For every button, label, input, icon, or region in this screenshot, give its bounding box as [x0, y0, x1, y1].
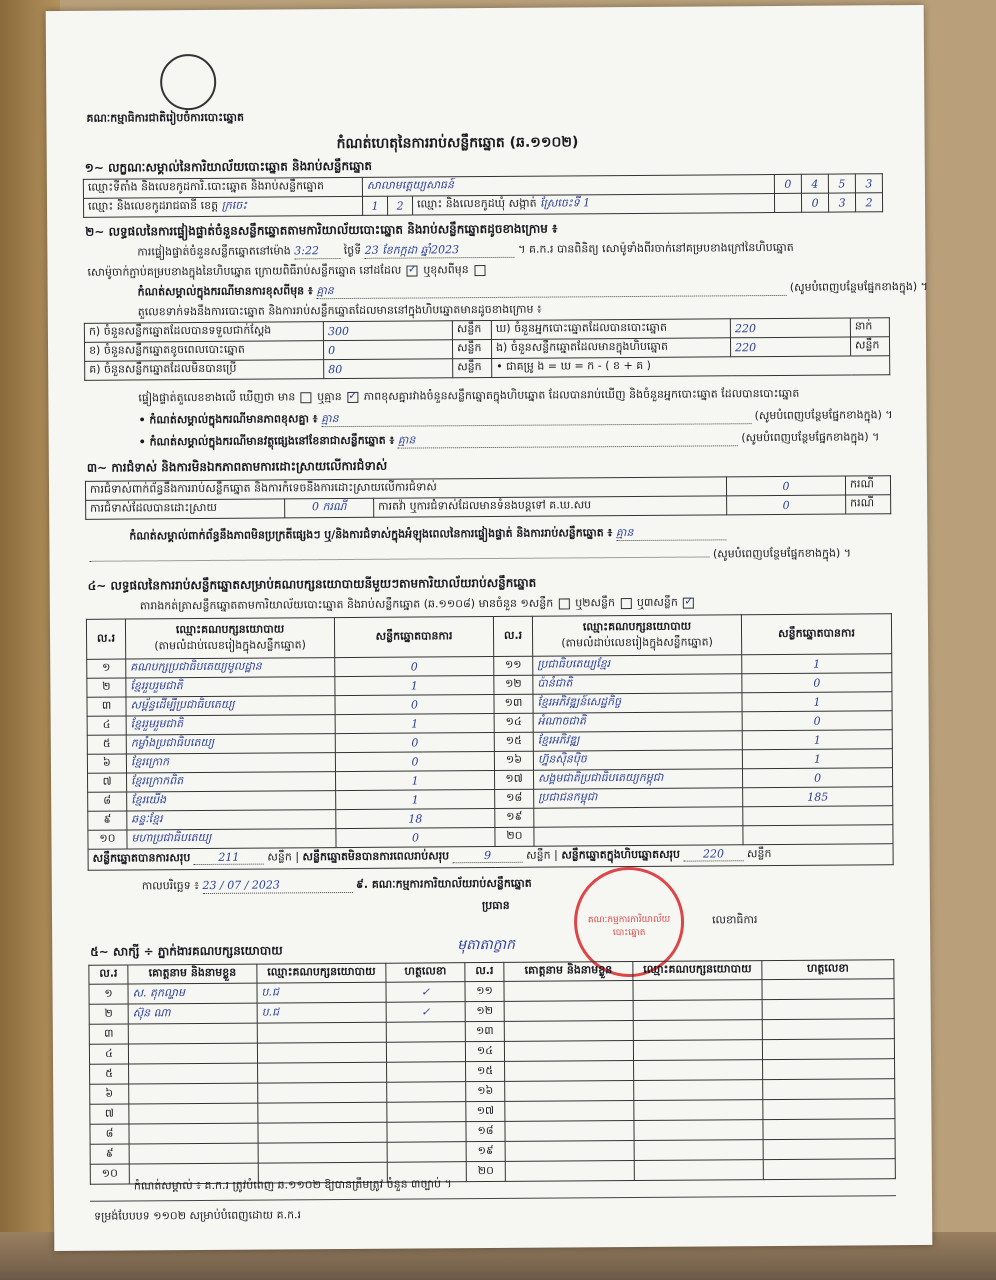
witness-no: ៩	[90, 1144, 129, 1164]
form-note: កំណត់សម្គាល់ ៖ គ.ក.រ ត្រូវបំពេញ ឆ.១១០២ ឱ្យបានត្រឹមត្រូវ ចំនួន ៣ច្បាប់ ។	[133, 1177, 452, 1193]
result-no: ២	[87, 678, 126, 697]
objection-resolved-unit: ករណី	[322, 499, 347, 514]
col-no-header: ល.រ	[86, 619, 125, 659]
result-no: ៧	[88, 773, 127, 792]
witness-party	[634, 1060, 763, 1081]
witness-name	[128, 1043, 257, 1064]
result-votes: 1	[742, 692, 892, 712]
station-code-digit: 5	[828, 174, 855, 193]
witness-party	[257, 1022, 386, 1043]
chair-name: មុតាតាក្ខាក	[457, 936, 516, 954]
unused-ballots-value: 80	[324, 359, 453, 379]
witness-no: ១៣	[465, 1021, 504, 1041]
witness-signature	[762, 1039, 894, 1060]
col-no-header: ល.រ	[493, 616, 532, 656]
witness-name	[504, 1041, 633, 1062]
invalid-total-unit: សន្លឹក	[526, 848, 551, 862]
verification-text-a: ការផ្ទៀងផ្ទាត់ចំនួនសន្លឹកឆ្នោតនៅម៉ោង	[137, 244, 291, 259]
witness-signature	[762, 979, 894, 1000]
spoiled-ballots-label: ខ) ចំនួនសន្លឹកឆ្នោតខូចពេលបោះឆ្នោត	[84, 341, 323, 362]
objection-counting-label: ការជំទាស់ពាក់ព័ន្ធនឹងការរាប់សន្លឹកឆ្នោត និងការកំទេចនីងការដោះស្រាយលើការជំទាស់	[85, 477, 726, 500]
witness-no: ១៤	[465, 1041, 504, 1061]
witness-party	[634, 1080, 763, 1101]
valid-total-value: 211	[194, 851, 264, 865]
result-party: ប្រជាជនកម្ពុជា	[534, 788, 743, 808]
discrepancy-no-checkbox[interactable]	[347, 391, 358, 402]
station-name-label: ឈ្មោះទីតាំង និងលេខកូដការិ.បោះឆ្នោត និងរាប់សន្លឹកឆ្នោត	[83, 177, 362, 198]
difference-note-label: • កំណត់សម្គាល់ក្នុងករណីមានភាពខុសគ្នា ៖	[138, 412, 318, 427]
witness-signature	[763, 1079, 895, 1100]
verification-line-2	[87, 262, 487, 280]
commune-code-spacer	[774, 193, 801, 212]
result-party: ឆន្ទៈខ្មែរ	[127, 810, 336, 830]
result-votes: 1	[742, 730, 892, 750]
witness-signature	[763, 1059, 895, 1080]
province-code-digit: 2	[387, 196, 412, 215]
witness-party: ប.ជ	[257, 1002, 386, 1023]
section-1-heading: ១~ លក្ខណៈសម្គាល់នៃការិយាល័យបោះឆ្នោត និងរាប់សន្លឹកឆ្នោត	[84, 158, 373, 175]
box-total-label: សន្លឹកឆ្នោតក្នុងហិបឆ្នោតសរុប	[561, 847, 681, 862]
spoiled-ballots-unit: សន្លឹក	[452, 339, 491, 358]
witness-name	[505, 1061, 634, 1082]
verification-time: 3:22	[294, 243, 340, 259]
seal-check-text: សោម៉ូចាក់ភ្ជាប់គម្របខាងក្នុងនៃហិបឆ្នោត ក្រោយពិធីរាប់សន្លឹកឆ្នោត នៅដដែល	[87, 263, 402, 279]
witness-no: ១២	[465, 1001, 504, 1021]
signing-date-value: 23 / 07 / 2023	[202, 877, 352, 894]
result-votes: 1	[742, 654, 892, 674]
witness-name	[504, 1001, 633, 1022]
col-party-subtitle: (តាមលំដាប់លេខរៀងក្នុងសន្លឹកឆ្នោត)	[154, 637, 306, 652]
witness-name	[129, 1123, 258, 1144]
committee-name: គណៈកម្មាធិការជាតិរៀបចំការបោះឆ្នោត	[86, 110, 245, 125]
seal-different-checkbox[interactable]	[474, 265, 485, 276]
result-no: ១៥	[494, 732, 533, 751]
witness-signature	[387, 1102, 466, 1123]
witness-name	[505, 1160, 634, 1181]
witness-party	[634, 1100, 763, 1121]
witness-party	[258, 1082, 387, 1103]
witness-no: ១៦	[466, 1081, 505, 1101]
objection-counting-value: 0	[726, 476, 845, 496]
witness-name	[128, 1023, 257, 1044]
result-votes: 1	[335, 675, 494, 695]
witness-party	[258, 1062, 387, 1083]
witness-name	[504, 1021, 633, 1042]
result-votes: 0	[742, 768, 892, 788]
witness-party	[633, 1040, 762, 1061]
result-no: ១៨	[495, 789, 534, 808]
verification-line-1	[137, 240, 793, 261]
witness-col-no: ល.រ	[89, 965, 128, 984]
witness-signature	[762, 999, 894, 1020]
result-no: ៣	[87, 697, 126, 716]
voters-label: ឃ) ចំនួនអ្នកបោះឆ្នោតដែលបានបោះឆ្នោត	[491, 319, 730, 340]
result-party: ខ្មែរក្រោក	[126, 753, 335, 773]
objections-table	[85, 475, 891, 520]
result-party: ហ្វ៊ុនស៊ិនប៉ិច	[533, 750, 742, 770]
seal-different-text: ឬខុសពីមុន	[423, 263, 469, 277]
witness-no: ១៧	[466, 1101, 505, 1121]
witness-no: ៧	[90, 1104, 129, 1124]
seal-note-hint: (សូមបំពេញបន្ថែមផ្នែកខាងក្នុង) ។	[789, 279, 928, 294]
three-sheet-checkbox[interactable]	[683, 597, 694, 608]
result-no: ៦	[87, 754, 126, 773]
commune-code-digit: 2	[855, 193, 882, 212]
col-votes-header: សន្លឹកឆ្នោតបានការ	[741, 614, 891, 655]
witness-no: ១៩	[466, 1141, 505, 1161]
result-votes: 0	[335, 656, 494, 676]
witness-col-name: គោត្តនាម និងនាមខ្លួន	[128, 964, 257, 984]
result-votes: 0	[335, 732, 494, 752]
province-code-digit: 1	[362, 196, 387, 215]
province-label	[83, 196, 362, 217]
counting-committee-label: ៩. គណៈកម្មការការិយាល័យរាប់សន្លឹកឆ្នោត	[355, 876, 532, 891]
witness-party: ប.ជ	[257, 982, 386, 1003]
witness-name	[505, 1081, 634, 1102]
result-no: ៩	[88, 811, 127, 830]
result-votes: 1	[742, 749, 892, 769]
national-emblem	[160, 54, 216, 110]
objection-note-line-2	[89, 545, 851, 565]
witness-name	[504, 981, 633, 1002]
discrepancy-text-c: ភាពខុសគ្នារវាងចំនួនសន្លឹកឆ្នោតក្នុងហិបឆ្នោត ដែលបានរាប់ឃើញ និងចំនួនអ្នកបោះឆ្នោត ដែលបានបោះឆ្នោត	[363, 386, 800, 403]
witness-col-party: ឈ្មោះគណបក្សនយោបាយ	[257, 963, 386, 983]
result-party: គណបក្សប្រជាធិបតេយ្យមូលដ្ឋាន	[126, 658, 335, 678]
result-no: ១៦	[494, 751, 533, 770]
witness-no: ២	[89, 1004, 128, 1024]
witness-party	[633, 1020, 762, 1041]
result-no: ១៣	[494, 694, 533, 713]
form-sheet	[46, 5, 933, 1251]
witness-name	[505, 1101, 634, 1122]
result-votes: 18	[336, 808, 495, 828]
seal-note-value: គ្មាន	[316, 280, 786, 299]
result-votes	[743, 806, 893, 826]
spoiled-ballots-value: 0	[323, 340, 452, 360]
result-no: ២០	[495, 827, 534, 846]
result-no: ៨	[88, 792, 127, 811]
witness-col-no: ល.រ	[465, 962, 504, 981]
valid-total-label: សន្លឹកឆ្នោតបានការសរុប	[92, 851, 191, 865]
section-4-heading: ៤~ លទ្ធផលនៃការរាប់សន្លឹកឆ្នោតសម្រាប់គណបក្សនយោបាយនីមួយៗតាមការិយាល័យរាប់សន្លឹកឆ្នោត	[87, 575, 537, 593]
result-no: ១៤	[494, 713, 533, 732]
witness-no: ៦	[90, 1084, 129, 1104]
witness-name	[129, 1143, 258, 1164]
chair-label: ប្រធាន	[481, 898, 510, 913]
one-sheet-checkbox[interactable]	[559, 598, 570, 609]
discrepancy-text-b: ឬគ្មាន	[317, 390, 342, 404]
result-party: ខ្មែរអភិវឌ្ឍន៍សេដ្ឋកិច្ច	[533, 693, 742, 713]
form-footer: ទម្រង់បែបបទ ១១០២ សម្រាប់បំពេញដោយ គ.ក.រ	[94, 1208, 302, 1223]
results-body	[87, 654, 893, 850]
witness-name: ស៊ុន ណា	[128, 1003, 257, 1024]
result-no: ៥	[87, 735, 126, 754]
signing-date-label: កាលបរិច្ឆេទ ៖	[141, 879, 200, 893]
result-party: ខ្មែរអភិវឌ្ឍ	[533, 731, 742, 751]
objection-resolved-count: 0	[311, 500, 319, 514]
col-votes-header: សន្លឹកឆ្នោតបានការ	[334, 616, 493, 657]
witness-party	[633, 1000, 762, 1021]
result-votes: 1	[335, 770, 494, 790]
box-ballots-unit: សន្លឹក	[850, 337, 889, 356]
result-votes: 0	[335, 751, 494, 771]
witness-signature: ✓	[386, 1002, 465, 1023]
witness-signature	[387, 1142, 466, 1163]
result-votes: 1	[336, 789, 495, 809]
section-2-heading: ២~ លទ្ធផលនៃការផ្ទៀងផ្ទាត់ចំនួនសន្លឹកឆ្នោតតាមការិយាល័យបោះឆ្នោត និងរាប់សន្លឹកឆ្នោតដូចខាងក្រោម ៖	[85, 221, 558, 239]
appeal-label: ការតវ៉ា ឬការជំទាស់ដែលមានទំនងបន្តទៅ គ.ឃ.សប	[374, 496, 727, 517]
result-party: ប្រជាធិបតេយ្យខ្មែរ	[533, 655, 742, 675]
foreign-object-line	[139, 429, 880, 450]
seal-note-line	[138, 279, 928, 301]
witness-party	[257, 1042, 386, 1063]
commune-label	[412, 193, 774, 215]
witness-signature	[386, 1022, 465, 1043]
official-seal-text: គណៈកម្មការការិយាល័យបោះឆ្នោត	[587, 914, 671, 939]
province-label-text: ឈ្មោះ និងលេខកូដរាជធានី ខេត្ត	[88, 198, 219, 213]
station-code-digit: 4	[801, 174, 828, 193]
results-table	[86, 613, 894, 871]
witness-no: ៨	[90, 1124, 129, 1144]
section-3-heading: ៣~ ការជំទាស់ និងការមិនឯកភាពតាមការដោះស្រាយលើការជំទាស់	[86, 458, 388, 475]
witness-no: ៣	[89, 1024, 128, 1044]
witness-no: ៥	[90, 1064, 129, 1084]
three-sheet-text: ឬ៣សន្លឹក	[636, 595, 678, 609]
witness-no: ២០	[466, 1161, 505, 1181]
witness-col-party: ឈ្មោះគណបក្សនយោបាយ	[633, 961, 762, 981]
commune-code-digit: 0	[801, 193, 828, 212]
objection-note-label: កំណត់សម្គាល់ពាក់ព័ន្ធនឹងភាពមិនប្រក្រតីផ្សេងៗ ឬ/និងការជំទាស់ក្នុងអំឡុងពេលនៃការផ្ទៀងផ្ទាត់ និងការរាប់សន្លឹកឆ្នោត ៖	[129, 526, 613, 543]
result-votes	[743, 825, 893, 845]
result-no: ១០	[88, 830, 127, 849]
station-name-value: សាលាមត្តេយ្យសាធន៍	[362, 174, 774, 196]
witness-name	[129, 1063, 258, 1084]
received-ballots-label: ក) ចំនួនសន្លឹកឆ្នោតដែលបានទទួលជាក់ស្តែង	[84, 322, 323, 343]
section-1-table	[83, 173, 883, 218]
results-intro	[140, 595, 697, 614]
foreign-object-hint: (សូមបំពេញបន្ថែមផ្នែកខាងក្នុង) ។	[741, 430, 880, 445]
objection-counting-unit: ករណី	[845, 476, 890, 495]
col-party-title: ឈ្មោះគណបក្សនយោបាយ	[582, 619, 692, 633]
commune-label-text: ឈ្មោះ និងលេខកូដឃុំ សង្កាត់	[416, 196, 537, 211]
results-total-row: សន្លឹកឆ្នោតបានការសរុប 211 សន្លឹក | សន្លឹកឆ្នោតមិនបានការពេលរាប់សរុប 9 សន្លឹក | សន្លឹកឆ្នោតក្នុងហិបឆ្នោតសរុប 220 សន្លឹក	[88, 844, 893, 871]
col-party-subtitle: (តាមលំដាប់លេខរៀងក្នុងសន្លឹកឆ្នោត)	[561, 634, 713, 649]
objection-note-value: គ្មាន	[616, 524, 726, 541]
result-no: ១	[87, 659, 126, 678]
result-no: ១២	[494, 675, 533, 694]
witness-signature: ✓	[386, 982, 465, 1003]
objection-note-hint: (សូមបំពេញបន្ថែមផ្នែកខាងក្នុង) ។	[712, 546, 852, 561]
discrepancy-line	[138, 386, 799, 406]
result-no: ៤	[87, 716, 126, 735]
witness-no: ១០	[90, 1164, 129, 1184]
witness-signature	[386, 1042, 465, 1063]
appeal-unit: ករណី	[846, 495, 891, 514]
witness-no: ១	[89, 984, 128, 1004]
footer-divider	[90, 1195, 896, 1202]
voters-value: 220	[730, 318, 850, 338]
witness-name: ស. តុកល្ហាម	[128, 983, 257, 1004]
invalid-total-value: 9	[453, 849, 523, 863]
box-total-value: 220	[683, 847, 743, 861]
result-votes: 1	[335, 713, 494, 733]
verification-text-c: ។ គ.ក.រ បានពិនិត្យ សោម៉ូទាំងពីរចាក់នៅគម្របខាងក្រៅនៃហិបឆ្នោត	[518, 240, 794, 256]
unused-ballots-unit: សន្លឹក	[453, 358, 492, 377]
result-party: កម្លាំងប្រជាធិបតេយ្យ	[126, 734, 335, 754]
two-sheet-text: ឬ២សន្លឹក	[575, 596, 616, 610]
result-party	[534, 807, 743, 827]
result-party: ខ្មែរក្រោកពិត	[127, 772, 336, 792]
witness-table	[88, 959, 896, 1185]
witness-name	[505, 1140, 634, 1161]
witness-name	[129, 1083, 258, 1104]
box-ballots-value: 220	[730, 337, 850, 357]
witness-party	[258, 1102, 387, 1123]
figures-table	[84, 317, 890, 381]
commune-code-digit: 3	[828, 193, 855, 212]
witness-no: ១១	[465, 981, 504, 1001]
witness-signature	[387, 1062, 466, 1083]
col-party-title: ឈ្មោះគណបក្សនយោបាយ	[175, 621, 285, 636]
foreign-object-label: • កំណត់សម្គាល់ក្នុងករណីមានវត្ថុផ្សេងនៅខែនាជាសន្លឹកឆ្នោត ៖	[138, 433, 395, 449]
figures-intro: តួលេខទាក់ទងនឹងការបោះឆ្នោត និងការរាប់សន្លឹកឆ្នោតដែលមាននៅក្នុងហិបឆ្នោតមានដូចខាងក្រោម ៖	[137, 302, 542, 319]
result-party: ខ្មែរយើង	[127, 791, 336, 811]
witness-signature	[763, 1159, 895, 1180]
col-party-header	[125, 618, 334, 659]
result-no: ១៧	[494, 770, 533, 789]
result-party: ប៉ានំជាតិ	[533, 674, 742, 694]
result-party: ខ្មែររួបរួមជាតិ	[126, 677, 335, 697]
witness-name	[505, 1121, 634, 1142]
witness-col-sign: ហត្ថលេខា	[762, 960, 894, 980]
objection-resolved-value	[285, 498, 374, 518]
result-votes: 185	[743, 787, 893, 807]
verification-date: 23 ខែកក្កដា ឆ្នាំ2023	[365, 242, 515, 259]
section-5-heading: ៥~ សាក្សី ÷ ភ្នាក់ងារគណបក្សនយោបាយ	[90, 943, 283, 959]
commune-value: ស្រែចេះទី 1	[540, 196, 591, 210]
appeal-value: 0	[727, 495, 846, 515]
station-code-digit: 3	[855, 174, 882, 193]
unused-ballots-label: គ) ចំនួនសន្លឹកឆ្នោតដែលមិនបានប្រើ	[85, 360, 324, 381]
objection-note-dots	[90, 556, 710, 561]
results-intro-text: តារាងកត់ត្រាសន្លឹកឆ្នោតតាមការិយាល័យបោះឆ្នោត និងរាប់សន្លឹកឆ្នោត (ឆ.១១០៨) មានចំនួន ១សន្លឹក	[139, 596, 554, 613]
result-party: ខ្មែររួមរួមជាតិ	[126, 715, 335, 735]
witness-party	[634, 1160, 763, 1181]
witness-col-sign: ហត្ថលេខា	[386, 963, 465, 983]
witness-signature	[763, 1099, 895, 1120]
difference-note-line	[138, 407, 892, 428]
verification-text-b: ថ្ងៃទី	[343, 243, 362, 258]
result-party: អំណាចជាតិ	[533, 712, 742, 732]
secretary-label: លេខាធិការ	[711, 913, 758, 927]
valid-total-unit: សន្លឹក	[267, 850, 292, 864]
invalid-total-label: សន្លឹកឆ្នោតមិនបានការពេលរាប់សរុប	[302, 849, 450, 864]
witness-party	[258, 1142, 387, 1163]
witness-name	[129, 1103, 258, 1124]
witness-party	[634, 1140, 763, 1161]
result-party: សម្ព័ន្ធដើម្បីប្រជាធិបតេយ្យ	[126, 696, 335, 716]
witness-no: ១៥	[466, 1061, 505, 1081]
witness-col-name: គោត្តនាម និងនាមខ្លួន	[504, 962, 633, 982]
province-value: ក្រចេះ	[221, 198, 248, 212]
result-no: ១១	[494, 656, 533, 675]
witness-party	[633, 980, 762, 1001]
witness-no: ៤	[89, 1044, 128, 1064]
witness-signature	[762, 1019, 894, 1040]
difference-note-value: គ្មាន	[321, 408, 751, 427]
signing-date-line	[142, 876, 532, 895]
difference-note-hint: (សូមបំពេញបន្ថែមផ្នែកខាងក្នុង) ។	[754, 408, 893, 423]
witness-party	[634, 1120, 763, 1141]
result-no: ១៩	[495, 808, 534, 827]
result-votes: 0	[336, 827, 495, 847]
witness-signature	[387, 1122, 466, 1143]
box-total-unit: សន្លឹក	[746, 847, 772, 861]
form-title: កំណត់ហេតុនៃការរាប់សន្លឹកឆ្នោត (ឆ.១១០២)	[336, 134, 579, 153]
seal-same-checkbox[interactable]	[407, 265, 418, 276]
received-ballots-unit: សន្លឹក	[452, 320, 491, 339]
result-party: មហាប្រជាធិបតេយ្យ	[127, 829, 336, 849]
witness-signature	[387, 1082, 466, 1103]
voters-unit: នាក់	[850, 318, 889, 337]
discrepancy-text-a: ផ្ទៀងផ្ទាត់តួលេខខាងលើ ឃើញថា មាន	[138, 390, 296, 405]
result-party: សង្គមជាតិប្រជាធិបតេយ្យកម្ពុជា	[533, 769, 742, 789]
station-code-digit: 0	[774, 174, 801, 193]
witness-party	[258, 1122, 387, 1143]
objection-resolved-label: ការជំទាស់ដែលបានដោះស្រាយ	[86, 499, 285, 519]
two-sheet-checkbox[interactable]	[620, 598, 631, 609]
objection-note-line	[129, 524, 726, 544]
witness-signature	[763, 1119, 895, 1140]
result-votes: 0	[742, 673, 892, 693]
witness-no: ១៨	[466, 1121, 505, 1141]
result-party	[534, 826, 743, 846]
seal-note-label: កំណត់សម្គាល់ក្នុងករណីមានការខុសពីមុន ៖	[137, 284, 313, 299]
witness-body	[89, 979, 895, 1185]
col-party-header	[532, 615, 741, 656]
formula-text: • ជាគម្រូ ង = ឃ = ក - ( ខ + គ )	[492, 356, 890, 378]
box-ballots-label: ង) ចំនួនសន្លឹកឆ្នោតដែលមានក្នុងហិបឆ្នោត	[491, 338, 730, 359]
discrepancy-yes-checkbox[interactable]	[301, 392, 312, 403]
witness-signature	[763, 1139, 895, 1160]
result-votes: 0	[335, 694, 494, 714]
received-ballots-value: 300	[323, 321, 452, 341]
result-votes: 0	[742, 711, 892, 731]
foreign-object-value: គ្មាន	[398, 430, 738, 448]
